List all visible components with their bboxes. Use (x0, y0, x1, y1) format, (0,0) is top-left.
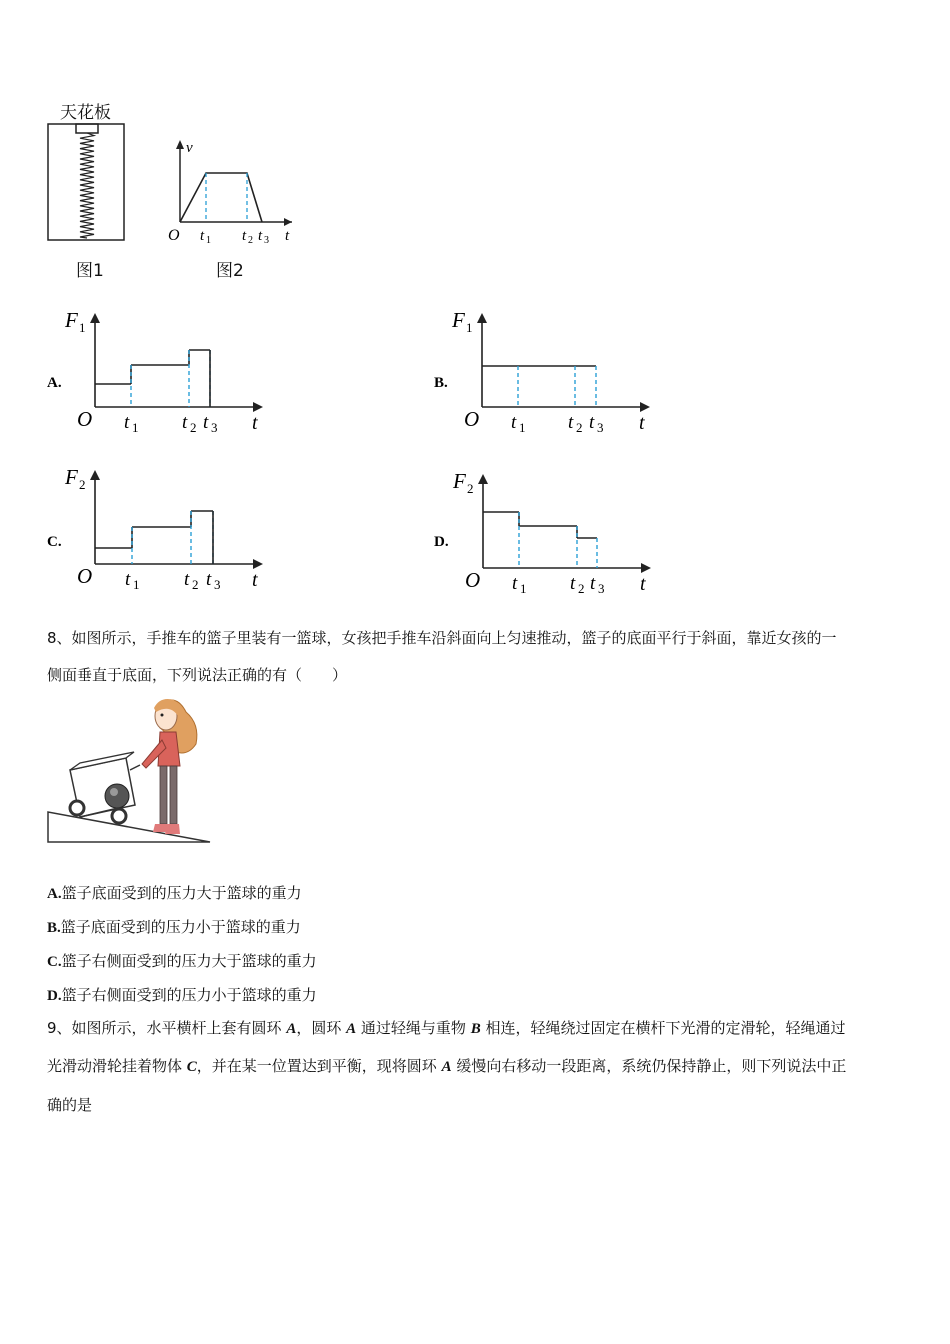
q8-option-c[interactable] (47, 950, 317, 971)
graph-d-option-label: D. (434, 534, 449, 550)
graph-d-origin: O (465, 568, 481, 592)
figure2-t2: t (242, 228, 247, 244)
q9-var-b: B (470, 1021, 481, 1037)
q9-text: 9、如图所示，水平横杆上套有圆环 (47, 1019, 287, 1037)
graph-a-origin: O (77, 407, 93, 431)
graph-d-t1-sub: 1 (520, 581, 527, 596)
graph-b-option-label: B. (434, 375, 448, 391)
q8-option-c-text: 篮子右侧面受到的压力大于篮球的重力 (61, 952, 317, 970)
q9-text: 相连，轻绳绕过固定在横杆下光滑的定滑轮，轻绳通过 (480, 1019, 846, 1037)
graph-d-t2-sub: 2 (578, 581, 585, 596)
q9-var-c: C (186, 1059, 197, 1075)
q8-option-b-key: B. (47, 920, 61, 936)
graph-a-t1-sub: 1 (132, 420, 139, 435)
graph-c-t3: t (206, 569, 212, 590)
figure1-top-label: 天花板 (60, 103, 111, 123)
graph-c-option-label: C. (47, 534, 62, 550)
graph-a-axis-label: F (65, 308, 78, 332)
graph-c-t1-sub: 1 (133, 577, 140, 592)
graph-a-t-axis: t (252, 412, 258, 434)
q9-text: 缓慢向右移动一段距离，系统仍保持静止，则下列说法中正 (451, 1057, 847, 1075)
graph-d-t3: t (590, 573, 596, 594)
q9-text: ，并在某一位置达到平衡，现将圆环 (196, 1057, 442, 1075)
question-8-line1: 8、如图所示，手推车的篮子里装有一篮球，女孩把手推车沿斜面向上匀速推动，篮子的底面平行于斜面，靠近女孩的一 (47, 629, 837, 647)
graph-d-t-axis: t (640, 573, 646, 595)
q8-option-b-text: 篮子底面受到的压力小于篮球的重力 (60, 918, 301, 936)
figure2-t1-sub: 1 (206, 235, 211, 246)
graph-c-t1: t (125, 569, 131, 590)
q9-text: 通过轻绳与重物 (356, 1019, 471, 1037)
q9-var-a: A (441, 1059, 452, 1075)
graph-b-t2: t (568, 412, 574, 433)
figure2-v-label: v (186, 140, 193, 156)
figure2-t2-sub: 2 (248, 235, 253, 246)
graph-c-t3-sub: 3 (214, 577, 221, 592)
q8-option-d[interactable] (47, 984, 317, 1005)
q8-option-c-key: C. (47, 954, 62, 970)
graph-c-origin: O (77, 564, 93, 588)
figure1-caption: 图1 (76, 261, 104, 281)
question-9-line1 (47, 1009, 845, 1048)
graph-a-axis-sub: 1 (79, 320, 86, 335)
q8-option-a-key: A. (47, 886, 62, 902)
q9-text: 光滑动滑轮挂着物体 (47, 1057, 187, 1075)
figure2-t3: t (258, 228, 263, 244)
q9-var-a: A (346, 1021, 357, 1037)
question-9-line2 (47, 1047, 846, 1086)
question-8-line2: 侧面垂直于底面，下列说法正确的有（ ） (47, 666, 348, 684)
graph-b-t2-sub: 2 (576, 420, 583, 435)
figure2-t3-sub: 3 (264, 235, 269, 246)
q9-var-a: A (286, 1021, 297, 1037)
graph-b-t3: t (589, 412, 595, 433)
figure2-t1: t (200, 228, 205, 244)
q8-option-d-text: 篮子右侧面受到的压力小于篮球的重力 (61, 986, 317, 1004)
graph-b-origin: O (464, 407, 480, 431)
graph-a-t2: t (182, 412, 188, 433)
graph-c-t2-sub: 2 (192, 577, 199, 592)
graph-b-axis-label: F (452, 308, 465, 332)
graph-d-axis-label: F (453, 469, 466, 493)
question-9-line3: 确的是 (47, 1096, 93, 1114)
graph-a-t2-sub: 2 (190, 420, 197, 435)
graph-b-t-axis: t (639, 412, 645, 434)
graph-a-t3-sub: 3 (211, 420, 218, 435)
q8-option-a[interactable] (47, 882, 302, 903)
graph-d-t1: t (512, 573, 518, 594)
graph-a-option-label: A. (47, 375, 62, 391)
graph-d-t3-sub: 3 (598, 581, 605, 596)
graph-a-t1: t (124, 412, 130, 433)
graph-c-axis-label: F (65, 465, 78, 489)
figure2-caption: 图2 (216, 261, 244, 281)
q8-option-b[interactable] (47, 916, 301, 937)
figure2-origin: O (168, 227, 180, 244)
graph-b-t1-sub: 1 (519, 420, 526, 435)
figure2-t-axis: t (285, 228, 290, 244)
graph-b-t1: t (511, 412, 517, 433)
graph-d-axis-sub: 2 (467, 481, 474, 496)
graph-b-t3-sub: 3 (597, 420, 604, 435)
graph-c-t-axis: t (252, 569, 258, 591)
graph-a-t3: t (203, 412, 209, 433)
q8-option-a-text: 篮子底面受到的压力大于篮球的重力 (61, 884, 302, 902)
q8-option-d-key: D. (47, 988, 62, 1004)
graph-c-t2: t (184, 569, 190, 590)
graph-b-axis-sub: 1 (466, 320, 473, 335)
graph-d-t2: t (570, 573, 576, 594)
graph-c-axis-sub: 2 (79, 477, 86, 492)
q9-text: ，圆环 (296, 1019, 347, 1037)
